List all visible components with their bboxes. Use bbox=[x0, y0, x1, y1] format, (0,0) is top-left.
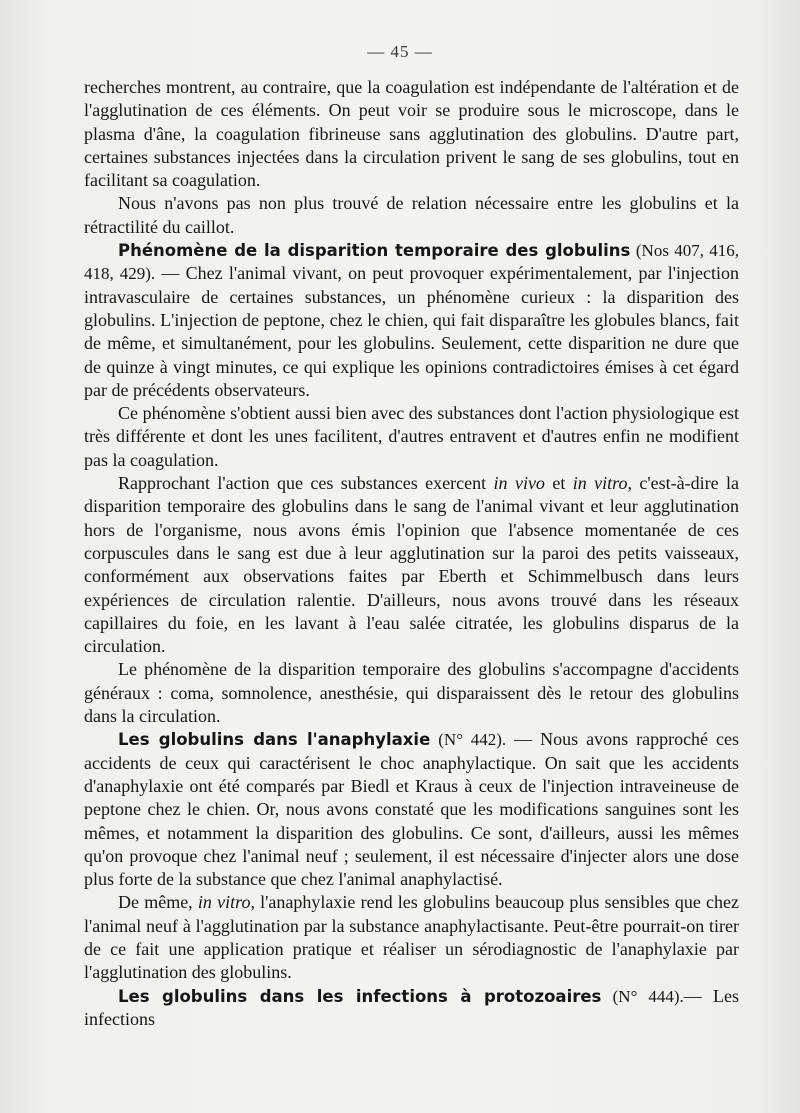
page-number: — 45 — bbox=[367, 42, 433, 61]
paragraph bbox=[84, 472, 739, 658]
paragraph bbox=[84, 985, 739, 1032]
paragraph-text: et bbox=[544, 473, 573, 494]
reference-numbers: (N° 444). bbox=[612, 986, 684, 1006]
section-heading: Les globulins dans les infections à protozoaires bbox=[118, 986, 602, 1006]
paragraph: Ce phénomène s'obtient aussi bien avec des substances dont l'action physiologique est très différente et dont les unes facilitent, d'autres entravent et d'autres enfin ne modifient pas la coagulation. bbox=[84, 403, 739, 470]
reference-numbers: (Nos 407, 416, 418, 429). bbox=[84, 241, 740, 284]
italic-term: in vitro bbox=[197, 892, 251, 913]
reference-numbers: (N° 442). bbox=[438, 730, 507, 750]
paragraph: Nous n'avons pas non plus trouvé de relation nécessaire entre les globulins et la rétractilité du caillot. bbox=[84, 193, 739, 237]
paragraph-text: , c'est-à-dire la disparition temporaire des globulins dans le sang de l'animal vivant et leur agglutination hors de l'organisme, nous avons émis l'opinion que l'absence momentanée de ces corpuscules dans le sang est due à leur agglutination sur la paroi des petits vaisseaux, conformément aux observations faites par Eberth et Schimmelbusch dans leurs expériences de circulation ralentie. D'ailleurs, nous avons trouvé dans les réseaux capillaires du foie, en les lavant à l'eau salée citratée, les globulins disparus de la circulation. bbox=[84, 473, 739, 657]
paragraph-text: Rapprochant l'action que ces substances exercent bbox=[118, 473, 494, 494]
paragraph-text: De même, bbox=[118, 892, 198, 913]
paragraph bbox=[84, 239, 739, 402]
section-heading: Les globulins dans l'anaphylaxie bbox=[118, 730, 431, 750]
paragraph: Le phénomène de la disparition temporaire des globulins s'accompagne d'accidents généraux : coma, somnolence, anesthésie, qui disparaissent dès le retour des globulins dans la circulation. bbox=[84, 659, 739, 727]
paragraph-text: — Chez l'animal vivant, on peut provoquer expérimentalement, par l'injection intravasculaire de certaines substances, un phénomène curieux : la disparition des globulins. L'injection de peptone, chez le chien, qui fait disparaître les globules blancs, fait de même, et simultanément, pour les globulins. Seulement, cette disparition ne dure que de quinze à vingt minutes, ce qui explique les opinions contradictoires émises à cet égard par de précédents observateurs. bbox=[84, 263, 739, 400]
italic-term: in vivo bbox=[493, 473, 545, 494]
paragraph-text: — Les infections bbox=[84, 985, 739, 1029]
italic-term: in vitro bbox=[572, 473, 628, 494]
paragraph-text: — Nous avons rapproché ces accidents de ceux qui caractérisent le choc anaphylactique. On sait que les accidents d'anaphylaxie ont été comparés par Biedl et Kraus à ceux de l'injection intraveineuse de peptone chez le chien. Or, nous avons constaté que les modifications sanguines sont les mêmes, et notamment la disparition des globulins. Ce sont, d'ailleurs, aussi les mêmes qu'on provoque chez l'animal neuf ; seulement, il est nécessaire d'injecter alors une dose plus forte de la substance que chez l'animal anaphylactisé. bbox=[84, 729, 740, 890]
paragraph: recherches montrent, au contraire, que la coagulation est indépendante de l'altération et de l'agglutination de ces éléments. On peut voir se produire sous le microscope, dans le plasma d'âne, la coagulation fibrineuse sans agglutination des globulins. D'autre part, certaines substances injectées dans la circulation privent le sang de ses globulins, tout en facilitant sa coagulation. bbox=[84, 77, 739, 191]
body-text bbox=[84, 76, 739, 1031]
paragraph bbox=[84, 891, 739, 984]
section-heading: Phénomène de la disparition temporaire des globulins bbox=[118, 241, 631, 261]
paragraph bbox=[84, 728, 739, 891]
paragraph-text: , l'anaphylaxie rend les globulins beaucoup plus sensibles que chez l'animal neuf à l'agglutination par la substance anaphylactisante. Peut-être pourrait-on tirer de ce fait une application pratique et réaliser un sérodiagnostic de l'anaphylaxie par l'agglutination des globulins. bbox=[84, 892, 739, 983]
